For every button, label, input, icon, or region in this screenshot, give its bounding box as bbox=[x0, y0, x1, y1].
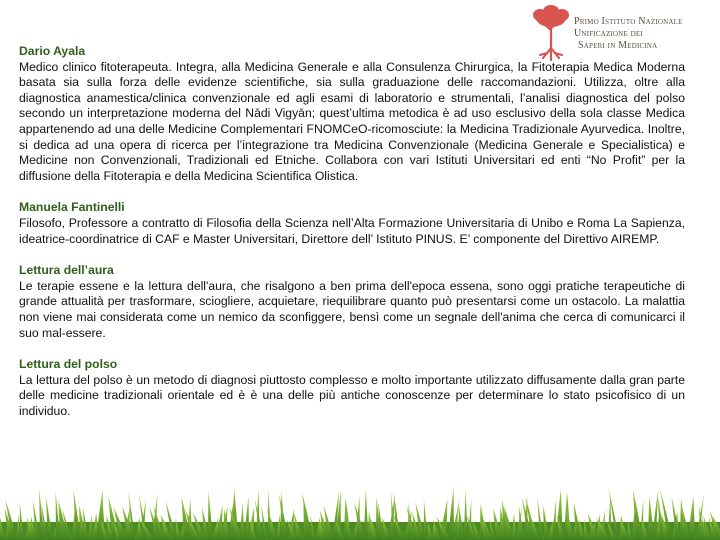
document-body bbox=[19, 44, 685, 435]
section-heading: Dario Ayala bbox=[19, 44, 86, 58]
section-text: Le terapie essene e la lettura dell'aura, che risalgono a ben prima dell'epoca essena, sono oggi pratiche terapeutiche di grande attualità per trasformare, sciogliere, acquietare, riequilibrare quanto può presentarsi come un ostacolo. La malattia non viene mai considerata come un nemico da sconfiggere, bensì come un segnale dell'anima che cerca di comunicarci il suo mal-essere. bbox=[19, 278, 685, 340]
section-lettura-polso bbox=[19, 357, 685, 419]
grass-border bbox=[0, 470, 720, 540]
logo-line-1: Primo Istituto Nazionale bbox=[574, 16, 683, 27]
section-heading: Lettura dell’aura bbox=[19, 263, 114, 278]
section-heading: Manuela Fantinelli bbox=[19, 200, 125, 215]
section-heading: Lettura del polso bbox=[19, 357, 118, 372]
section-text: Filosofo, Professore a contratto di Filosofia della Scienza nell’Alta Formazione Universitaria di Unibo e Roma La Sapienza, ideatrice-coordinatrice di CAF e Master Universitari, Direttore dell’ Istituto PINUS. E’ componente del Direttivo AIREMP. bbox=[19, 215, 685, 246]
logo-line-3: Saperi in Medicina bbox=[578, 40, 658, 51]
logo-line-2: Unificazione dei bbox=[574, 28, 643, 39]
section-lettura-aura bbox=[19, 263, 685, 341]
section-dario-ayala bbox=[19, 44, 685, 184]
section-text: La lettura del polso è un metodo di diagnosi piuttosto complesso e molto importante utilizzato diffusamente dalla gran parte delle medicine tradizionali orientale ed è è una delle più antiche conoscenze per determinare lo stato psicofisico di un individuo. bbox=[19, 372, 685, 418]
section-text: Medico clinico fitoterapeuta. Integra, alla Medicina Generale e alla Consulenza Chirurgica, la Fitoterapia Medica Moderna basata sia sulla forza delle evidenze scientifiche, sia sulla graduazione delle raccomandazioni. Utilizza, oltre alla diagnostica anamestica/clinica convenzionale ed agli esami di laboratorio e strumentali, l’analisi diagnostica del polso secondo un interpretazione moderna del Nādi Vigyān; quest’ultima metodica è ad uso esclusivo della sola classe Medica appartenendo ad una delle Medicine Complementari FNOMCeO-ricomosciute: la Medicina Tradizionale Ayurvedica. Inoltre, si dedica ad una opera di ricerca per l’integrazione tra Medicina Convenzionale (Medicina Generale e Specialistica) e Medicine non Convenzionali, Tradizionali ed Etniche. Collabora con vari Istituti Universitari ed enti “No Profit” per la diffusione della Fitoterapia e della Medicina Scientifica Olistica. bbox=[19, 59, 685, 183]
section-manuela-fantinelli bbox=[19, 200, 685, 247]
